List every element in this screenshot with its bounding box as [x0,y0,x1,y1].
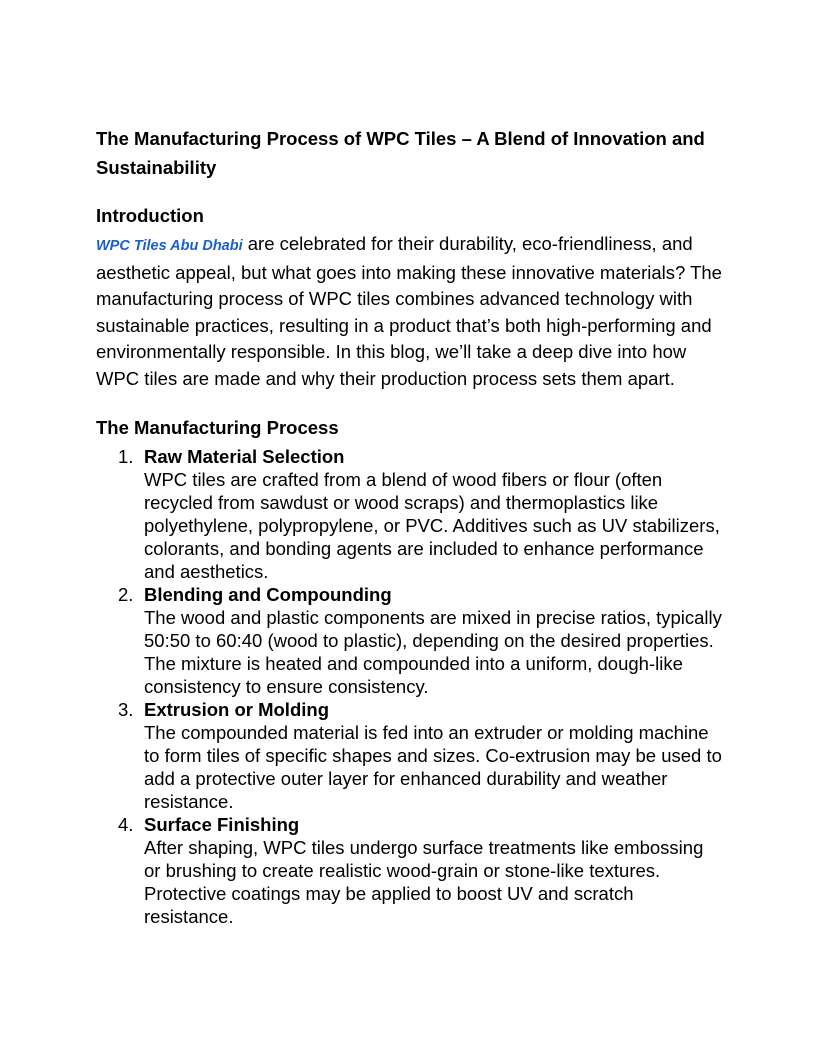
step-title: Raw Material Selection [144,446,345,467]
process-steps-list [96,445,722,928]
step-body: The wood and plastic components are mixed in precise ratios, typically 50:50 to 60:40 (wood to plastic), depending on the desired properties. The mixture is heated and compounded into a uniform, dough-like consistency to ensure consistency. [144,607,722,697]
process-step-surface-finishing [96,813,722,928]
wpc-tiles-abu-dhabi-link[interactable]: WPC Tiles Abu Dhabi [96,238,243,254]
document-title: The Manufacturing Process of WPC Tiles – A Blend of Innovation and Sustainability [96,128,705,178]
step-body: WPC tiles are crafted from a blend of wood fibers or flour (often recycled from sawdust or wood scraps) and thermoplastics like polyethylene, polypropylene, or PVC. Additives such as UV stabilizers, colorants, and bonding agents are included to enhance performance and aesthetics. [144,469,720,582]
step-number: 1. [118,446,134,467]
step-number: 4. [118,814,134,835]
step-body: The compounded material is fed into an extruder or molding machine to form tiles of specific shapes and sizes. Co-extrusion may be used to add a protective outer layer for enhanced durability and weather resistance. [144,722,722,812]
introduction-paragraph [96,231,722,392]
step-title: Surface Finishing [144,814,300,835]
step-title: Blending and Compounding [144,584,392,605]
document-page [96,124,722,928]
introduction-text: are celebrated for their durability, eco-friendliness, and aesthetic appeal, but what goes into making these innovative materials? The manufacturing process of WPC tiles combines advanced technology with sustainable practices, resulting in a product that’s both high-performing and environmentally responsible. In this blog, we’ll take a deep dive into how WPC tiles are made and why their production process sets them apart. [96,233,722,389]
process-step-raw-material [96,445,722,583]
step-number: 3. [118,699,134,720]
process-step-blending [96,583,722,698]
step-body: After shaping, WPC tiles undergo surface treatments like embossing or brushing to create realistic wood-grain or stone-like textures. Protective coatings may be applied to boost UV and scratch resistance. [144,837,704,927]
step-number: 2. [118,584,134,605]
process-step-extrusion [96,698,722,813]
manufacturing-process-heading: The Manufacturing Process [96,417,339,438]
introduction-heading: Introduction [96,205,204,226]
step-title: Extrusion or Molding [144,699,329,720]
